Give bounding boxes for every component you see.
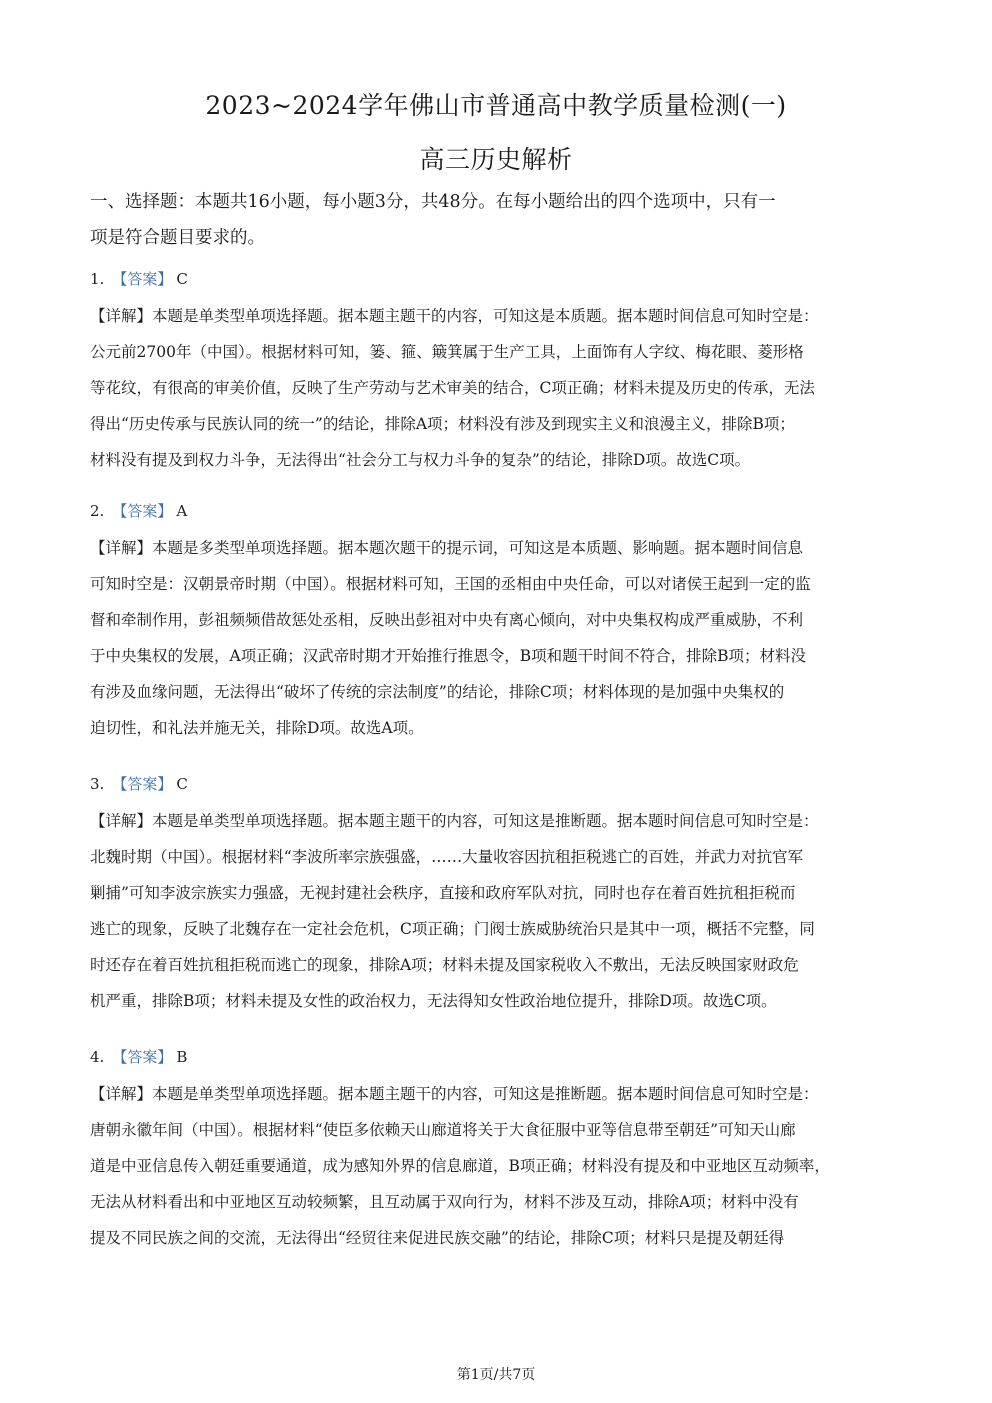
explanation-line: 于中央集权的发展，A项正确；汉武帝时期才开始推行推恩令，B项和题干时间不符合，排除B项；材料没 <box>90 647 806 665</box>
answer-label: 【答案】 <box>112 1048 173 1066</box>
answer-value: A <box>176 502 188 520</box>
explanation-2 <box>90 530 905 746</box>
explanation-line: 迫切性，和礼法并施无关，排除D项。故选A项。 <box>90 719 424 737</box>
explanation-line: 剿捕”可知李波宗族实力强盛，无视封建社会秩序，直接和政府军队对抗，同时也存在着百姓抗租拒税而 <box>90 884 796 902</box>
section-intro-line: 项是符合题目要求的。 <box>90 228 265 248</box>
explanation-4 <box>90 1076 905 1256</box>
explanation-line: 机严重，排除B项；材料未提及女性的政治权力，无法得知女性政治地位提升，排除D项。故选C项。 <box>90 992 777 1010</box>
question-number: 4. <box>90 1048 105 1066</box>
answer-line-4 <box>90 1047 187 1067</box>
section-intro-line: 一、选择题：本题共16小题，每小题3分，共48分。在每小题给出的四个选项中，只有一 <box>90 192 776 212</box>
document-title: 2023~2024学年佛山市普通高中教学质量检测(一) <box>205 91 787 120</box>
answer-label: 【答案】 <box>112 775 173 793</box>
explanation-line: 得出“历史传承与民族认同的统一”的结论，排除A项；材料没有涉及到现实主义和浪漫主义，排除B项； <box>90 415 795 433</box>
answer-line-2 <box>90 501 187 521</box>
explanation-line: 【详解】本题是单类型单项选择题。据本题主题干的内容，可知这是推断题。据本题时间信息可知时空是： <box>90 812 819 830</box>
question-number: 1. <box>90 270 105 288</box>
explanation-line: 督和牵制作用，彭祖频频借故惩处丞相，反映出彭祖对中央有离心倾向，对中央集权构成严重威胁，不利 <box>90 611 804 629</box>
explanation-line: 材料没有提及到权力斗争，无法得出“社会分工与权力斗争的复杂”的结论，排除D项。故选C项。 <box>90 451 751 469</box>
explanation-line: 公元前2700年（中国）。根据材料可知，篓、箍、簸箕属于生产工具，上面饰有人字纹、梅花眼、菱形格 <box>90 343 804 361</box>
explanation-line: 等花纹，有很高的审美价值，反映了生产劳动与艺术审美的结合，C项正确；材料未提及历史的传承，无法 <box>90 379 815 397</box>
explanation-line: 【详解】本题是多类型单项选择题。据本题次题干的提示词，可知这是本质题、影响题。据本题时间信息 <box>90 539 804 557</box>
explanation-1 <box>90 298 905 478</box>
answer-label: 【答案】 <box>112 270 173 288</box>
explanation-line: 北魏时期（中国）。根据材料“李波所率宗族强盛，……大量收容因抗租拒税逃亡的百姓，并武力对抗官军 <box>90 848 804 866</box>
explanation-line: 【详解】本题是单类型单项选择题。据本题主题干的内容，可知这是推断题。据本题时间信息可知时空是： <box>90 1085 819 1103</box>
question-number: 3. <box>90 775 105 793</box>
question-number: 2. <box>90 502 105 520</box>
explanation-line: 可知时空是：汉朝景帝时期（中国）。根据材料可知，王国的丞相由中央任命，可以对诸侯王起到一定的监 <box>90 575 811 593</box>
section-intro <box>90 184 905 256</box>
explanation-line: 时还存在着百姓抗租拒税而逃亡的现象，排除A项；材料未提及国家税收入不敷出，无法反映国家财政危 <box>90 956 799 974</box>
explanation-line: 无法从材料看出和中亚地区互动较频繁，且互动属于双向行为，材料不涉及互动，排除A项；材料中没有 <box>90 1193 799 1211</box>
answer-label: 【答案】 <box>112 502 173 520</box>
explanation-3 <box>90 803 905 1019</box>
explanation-line: 逃亡的现象，反映了北魏存在一定社会危机，C项正确；门阀士族威胁统治只是其中一项，概括不完整，同 <box>90 920 815 938</box>
answer-value: C <box>176 775 188 793</box>
answer-line-1 <box>90 269 188 289</box>
answer-value: C <box>176 270 188 288</box>
document-subtitle: 高三历史解析 <box>419 145 573 174</box>
answer-line-3 <box>90 774 188 794</box>
explanation-line: 唐朝永徽年间（中国）。根据材料“使臣多依赖天山廊道将关于大食征服中亚等信息带至朝廷”可知天山廊 <box>90 1121 796 1139</box>
page-footer: 第1页/共7页 <box>456 1367 536 1383</box>
explanation-line: 有涉及血缘问题，无法得出“破坏了传统的宗法制度”的结论，排除C项；材料体现的是加强中央集权的 <box>90 683 785 701</box>
answer-value: B <box>176 1048 188 1066</box>
explanation-line: 【详解】本题是单类型单项选择题。据本题主题干的内容，可知这是本质题。据本题时间信息可知时空是： <box>90 307 819 325</box>
explanation-line: 道是中亚信息传入朝廷重要通道，成为感知外界的信息廊道，B项正确；材料没有提及和中亚地区互动频率， <box>90 1157 830 1175</box>
explanation-line: 提及不同民族之间的交流，无法得出“经贸往来促进民族交融”的结论，排除C项；材料只是提及朝廷得 <box>90 1229 785 1247</box>
